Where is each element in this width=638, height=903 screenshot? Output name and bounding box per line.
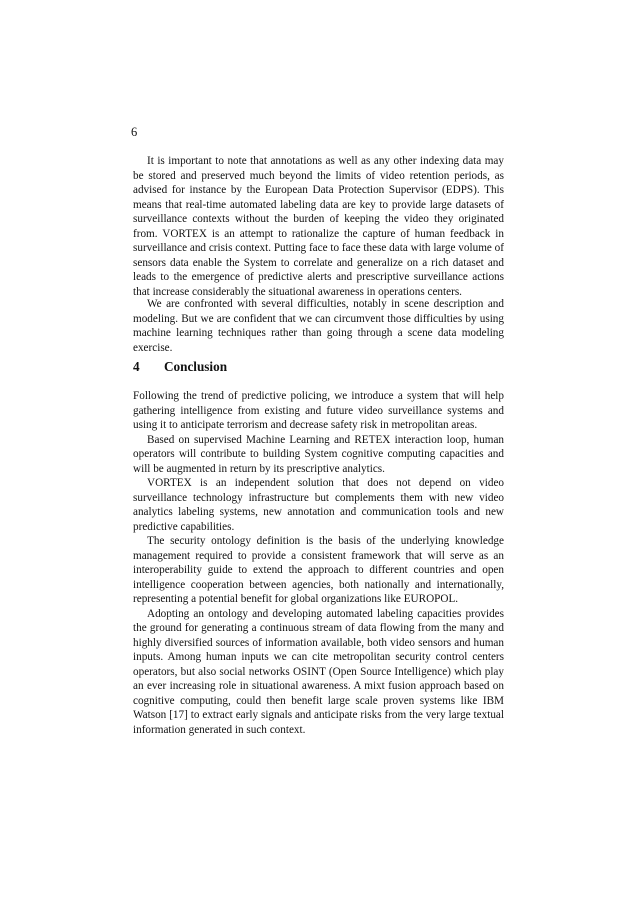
paragraph: Adopting an ontology and developing automated labeling capacities provides the ground for generating a continuous stream of data flowing from the many and highly diversified sources of information available, both video sensors and human inputs. Among human inputs we can cite metropolitan security control centers operators, but also social networks OSINT (Open Source Intelligence) which play an ever increasing role in situational awareness. A mixt fusion approach based on cognitive computing, could then benefit large scale proven systems like IBM Watson [17] to extract early signals and anticipate risks from the very large textual information generated in such context.	[133, 607, 504, 736]
page-number: 6	[131, 125, 138, 139]
section-heading	[133, 358, 227, 376]
section-number: 4	[133, 359, 140, 374]
conclusion-text	[133, 389, 504, 737]
paragraph: The security ontology definition is the basis of the underlying knowledge management required to provide a consistent framework that will serve as an interoperability guide to extend the approach to different countries and open intelligence cooperation between agencies, both nationally and internationally, representing a potential benefit for global organizations like EUROPOL.	[133, 535, 504, 605]
paragraph: Based on supervised Machine Learning and RETEX interaction loop, human operators will contribute to building System cognitive computing capacities and will be augmented in return by its prescriptive analytics.	[133, 433, 504, 475]
paragraph: Following the trend of predictive policing, we introduce a system that will help gathering intelligence from existing and future video surveillance systems and using it to anticipate terrorism and decrease safety risk in metropolitan areas.	[133, 390, 504, 431]
paragraph: VORTEX is an independent solution that does not depend on video surveillance technology infrastructure but complements them with new video analytics labeling systems, new annotation and communication tools and new predictive capabilities.	[133, 477, 504, 533]
body-text-difficulties	[133, 297, 504, 355]
paragraph: We are confronted with several difficulties, notably in scene description and modeling. But we are confident that we can circumvent those difficulties by using machine learning techniques rather than going through a scene data modeling exercise.	[133, 298, 504, 354]
section-title: Conclusion	[164, 359, 228, 374]
body-text-intro	[133, 154, 504, 299]
paragraph: It is important to note that annotations as well as any other indexing data may be stored and preserved much beyond the limits of video retention periods, as advised for instance by the European Data Protection Supervisor (EDPS). This means that real-time automated labeling data are key to provide large datasets of surveillance contexts without the burden of keeping the video they originated from. VORTEX is an attempt to rationalize the capture of human feedback in surveillance and crisis context. Putting face to face these data with large volume of sensors data enable the System to correlate and generalize on a rich dataset and leads to the emergence of predictive alerts and prescriptive surveillance actions that increase considerably the situational awareness in operations centers.	[133, 155, 504, 298]
